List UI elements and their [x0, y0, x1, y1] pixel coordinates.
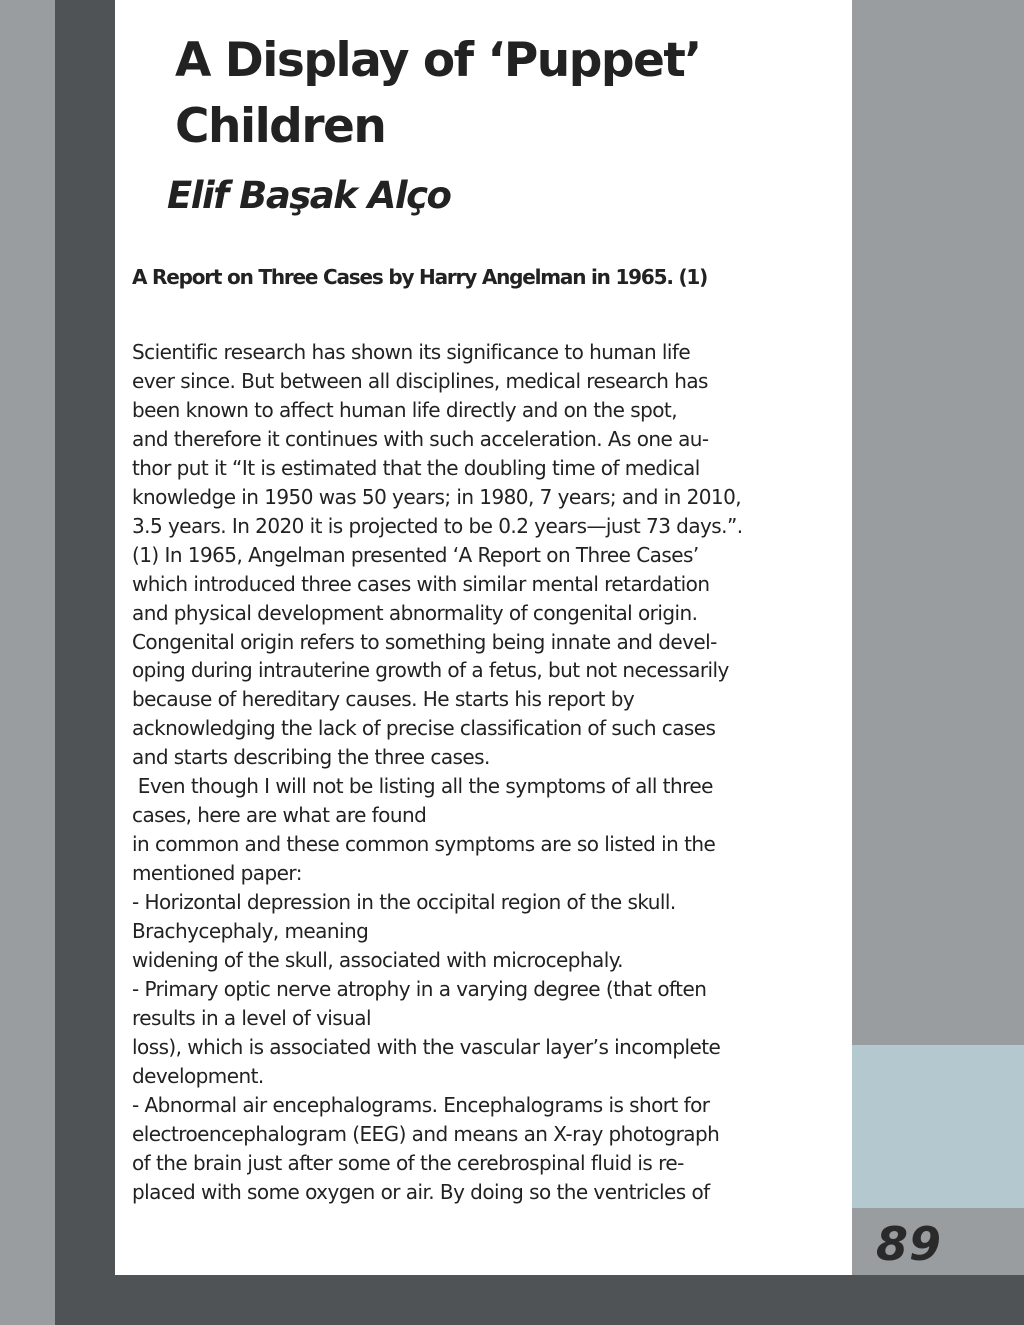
body-line: and starts describing the three cases. — [132, 745, 490, 770]
body-line: acknowledging the lack of precise classification of such cases — [132, 716, 716, 741]
body-line: placed with some oxygen or air. By doing so the ventricles of — [132, 1179, 710, 1204]
body-line: - Abnormal air encephalograms. Encephalograms is short for — [132, 1092, 710, 1117]
bottom-dark-band — [55, 1275, 1024, 1325]
body-line: knowledge in 1950 was 50 years; in 1980, 7 years; and in 2010, — [132, 484, 742, 509]
body-line: cases, here are what are found — [132, 803, 427, 828]
body-line: (1) In 1965, Angelman presented ‘A Report on Three Cases’ — [132, 542, 699, 567]
body-line: because of hereditary causes. He starts his report by — [132, 687, 635, 712]
left-dark-band — [55, 0, 115, 1325]
body-line: and physical development abnormality of congenital origin. — [132, 600, 698, 625]
title-line: Children — [175, 99, 386, 154]
body-line: Even though I will not be listing all the symptoms of all three — [132, 774, 713, 799]
body-line: thor put it “It is estimated that the doubling time of medical — [132, 455, 700, 480]
body-line: - Primary optic nerve atrophy in a varying degree (that often — [132, 976, 707, 1001]
author-name: Elif Başak Alço — [167, 174, 451, 217]
body-line: of the brain just after some of the cerebrospinal fluid is re- — [132, 1150, 684, 1175]
body-line: been known to affect human life directly and on the spot, — [132, 397, 677, 422]
body-line: Congenital origin refers to something being innate and devel- — [132, 629, 717, 654]
body-line: results in a level of visual — [132, 1005, 372, 1030]
body-line: Brachycephaly, meaning — [132, 919, 369, 944]
right-grey-panel — [852, 0, 1024, 1045]
section-subheading: A Report on Three Cases by Harry Angelman in 1965. (1) — [132, 265, 708, 289]
title-line: A Display of ‘Puppet’ — [175, 33, 701, 88]
body-line: in common and these common symptoms are so listed in the — [132, 832, 716, 857]
article-body — [132, 338, 852, 1207]
body-line: - Horizontal depression in the occipital region of the skull. — [132, 890, 676, 915]
body-line: which introduced three cases with similar mental retardation — [132, 571, 710, 596]
body-line: electroencephalogram (EEG) and means an X-ray photograph — [132, 1121, 720, 1146]
body-line: loss), which is associated with the vascular layer’s incomplete — [132, 1034, 721, 1059]
left-grey-strip — [0, 0, 55, 1325]
article-title — [175, 28, 815, 160]
body-line: and therefore it continues with such acceleration. As one au- — [132, 426, 709, 451]
body-line: Scientific research has shown its significance to human life — [132, 340, 691, 364]
body-line: mentioned paper: — [132, 861, 302, 886]
body-line: development. — [132, 1063, 264, 1088]
body-line: widening of the skull, associated with microcephaly. — [132, 948, 623, 973]
page-number: 89 — [876, 1217, 943, 1271]
body-line: oping during intrauterine growth of a fetus, but not necessarily — [132, 658, 729, 683]
page-paper — [115, 0, 852, 1275]
body-line: ever since. But between all disciplines, medical research has — [132, 368, 708, 393]
body-line: 3.5 years. In 2020 it is projected to be 0.2 years—just 73 days.”. — [132, 513, 743, 538]
right-blue-panel — [852, 1045, 1024, 1208]
